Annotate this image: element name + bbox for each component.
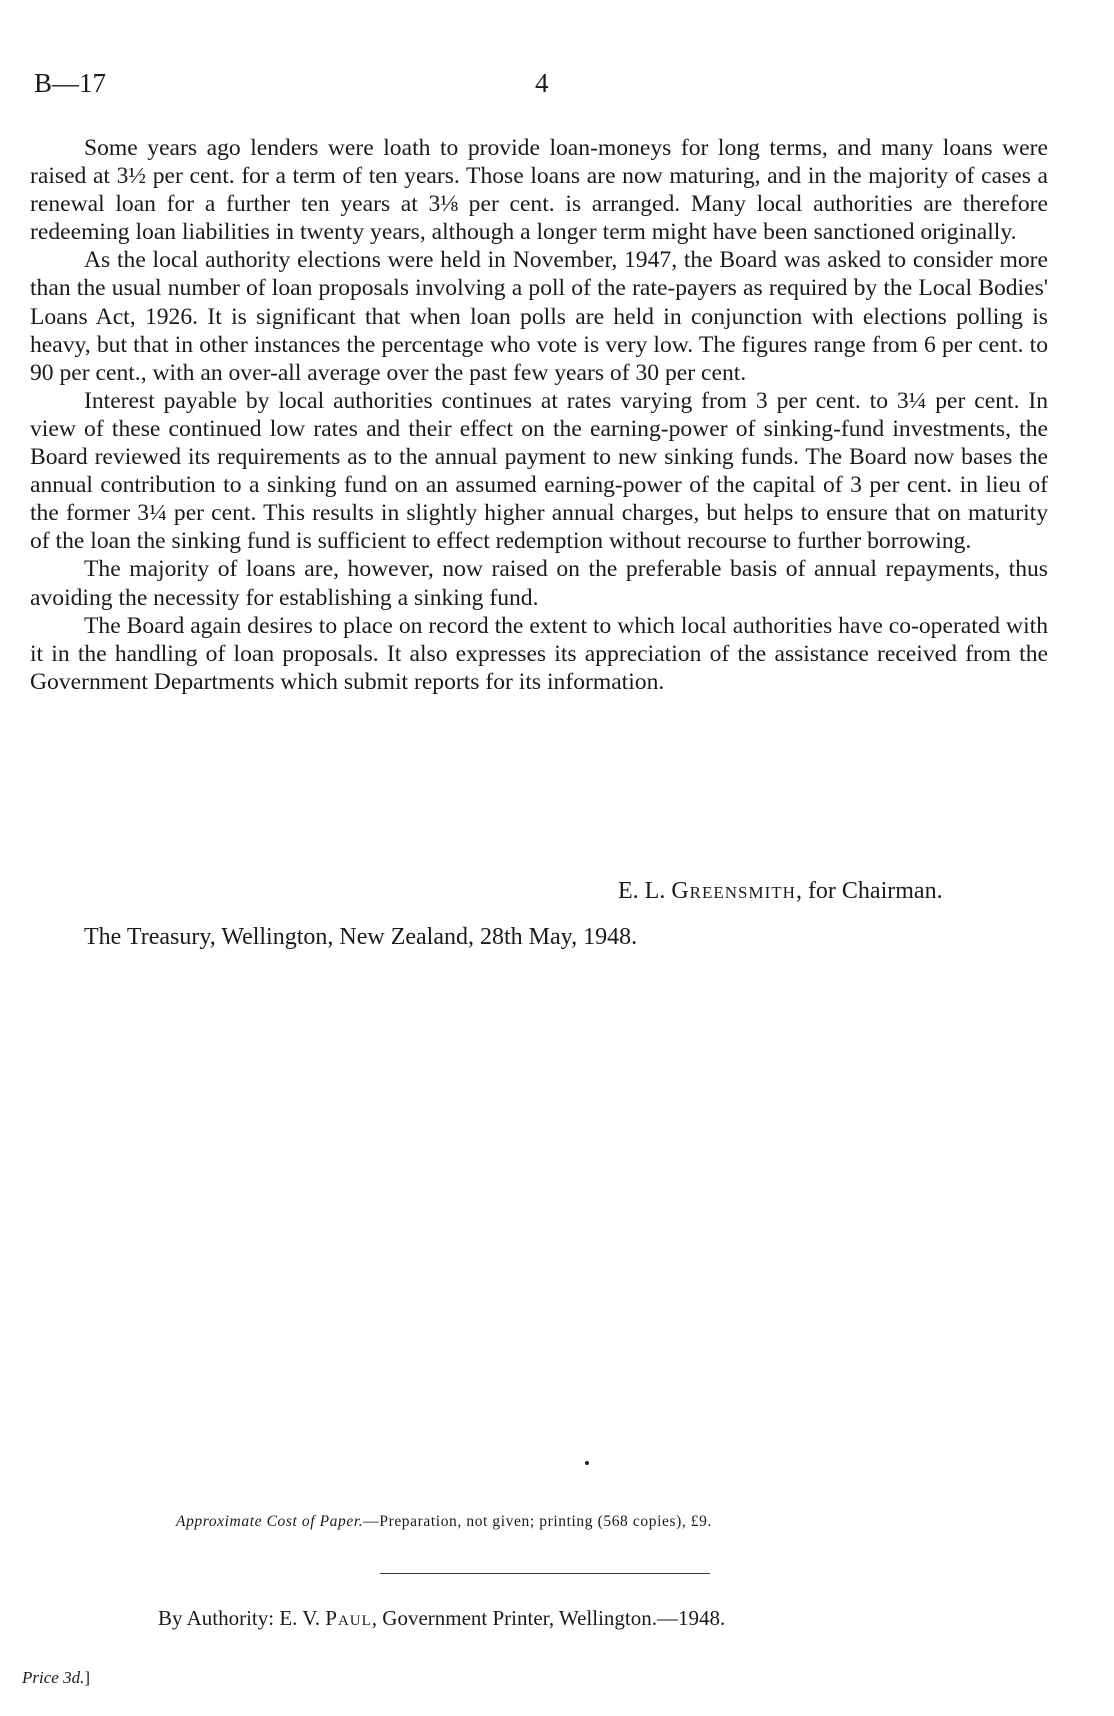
page-reference: B—17 xyxy=(34,68,107,98)
signature-surname: Greensmith xyxy=(671,878,796,904)
paragraph-loan-terms: Some years ago lenders were loath to provide loan-moneys for long terms, and many loans were raised at 3½ per cent. for a term of ten years. Those loans are now maturing, and in the majority of cases a renewal loan for a further ten years at 3⅛ per cent. is arranged. Many local authorities are therefore redeeming loan liabilities in twenty years, although a longer term might have been sanctioned originally. xyxy=(30,135,1048,246)
cost-label: Approximate Cost of Paper. xyxy=(176,1513,364,1530)
printer-name: Paul xyxy=(325,1606,372,1630)
price-bracket: ] xyxy=(84,1668,90,1687)
paragraph-annual-repayments: The majority of loans are, however, now raised on the preferable basis of annual repayments, thus avoiding the necessity for establishing a sinking fund. xyxy=(30,556,1048,611)
authority-suffix: , Government Printer, Wellington.—1948. xyxy=(371,1606,726,1630)
page-number: 4 xyxy=(535,68,549,98)
paragraph-acknowledgement: The Board again desires to place on record the extent to which local authorities have co-operated with it in the handling of loan proposals. It also expresses its appreciation of the assistance received from the Government Departments which submit reports for its information. xyxy=(30,612,1048,695)
stray-dot xyxy=(585,1461,589,1465)
signature-line xyxy=(618,878,943,905)
dateline: The Treasury, Wellington, New Zealand, 28th May, 1948. xyxy=(84,924,638,950)
printer-authority-line xyxy=(158,1606,725,1631)
authority-prefix: By Authority: E. V. xyxy=(158,1606,321,1630)
cost-of-paper-line xyxy=(176,1513,712,1531)
price-note xyxy=(22,1668,90,1688)
signature-initials: E. L. xyxy=(618,878,666,904)
signature-role: , for Chairman. xyxy=(795,878,943,904)
cost-detail: —Preparation, not given; printing (568 copies), £9. xyxy=(363,1513,712,1530)
report-body xyxy=(30,134,1048,696)
paragraph-loan-polls: As the local authority elections were held in November, 1947, the Board was asked to consider more than the usual number of loan proposals involving a poll of the rate-payers as required by the Local Bodies' Loans Act, 1926. It is significant that when loan polls are held in conjunction with elections polling is heavy, but that in other instances the percentage who vote is very low. The figures range from 6 per cent. to 90 per cent., with an over-all average over the past few years of 30 per cent. xyxy=(30,247,1048,386)
price-text: Price 3d. xyxy=(22,1668,85,1687)
paragraph-interest-rates: Interest payable by local authorities continues at rates varying from 3 per cent. to 3¼ per cent. In view of these continued low rates and their effect on the earning-power of sinking-fund investments, the Board reviewed its requirements as to the annual payment to new sinking funds. The Board now bases the annual contribution to a sinking fund on an assumed earning-power of the capital of 3 per cent. in lieu of the former 3¼ per cent. This results in slightly higher annual charges, but helps to ensure that on maturity of the loan the sinking fund is sufficient to effect redemption without recourse to further borrowing. xyxy=(30,387,1048,555)
footer-rule xyxy=(380,1573,710,1574)
